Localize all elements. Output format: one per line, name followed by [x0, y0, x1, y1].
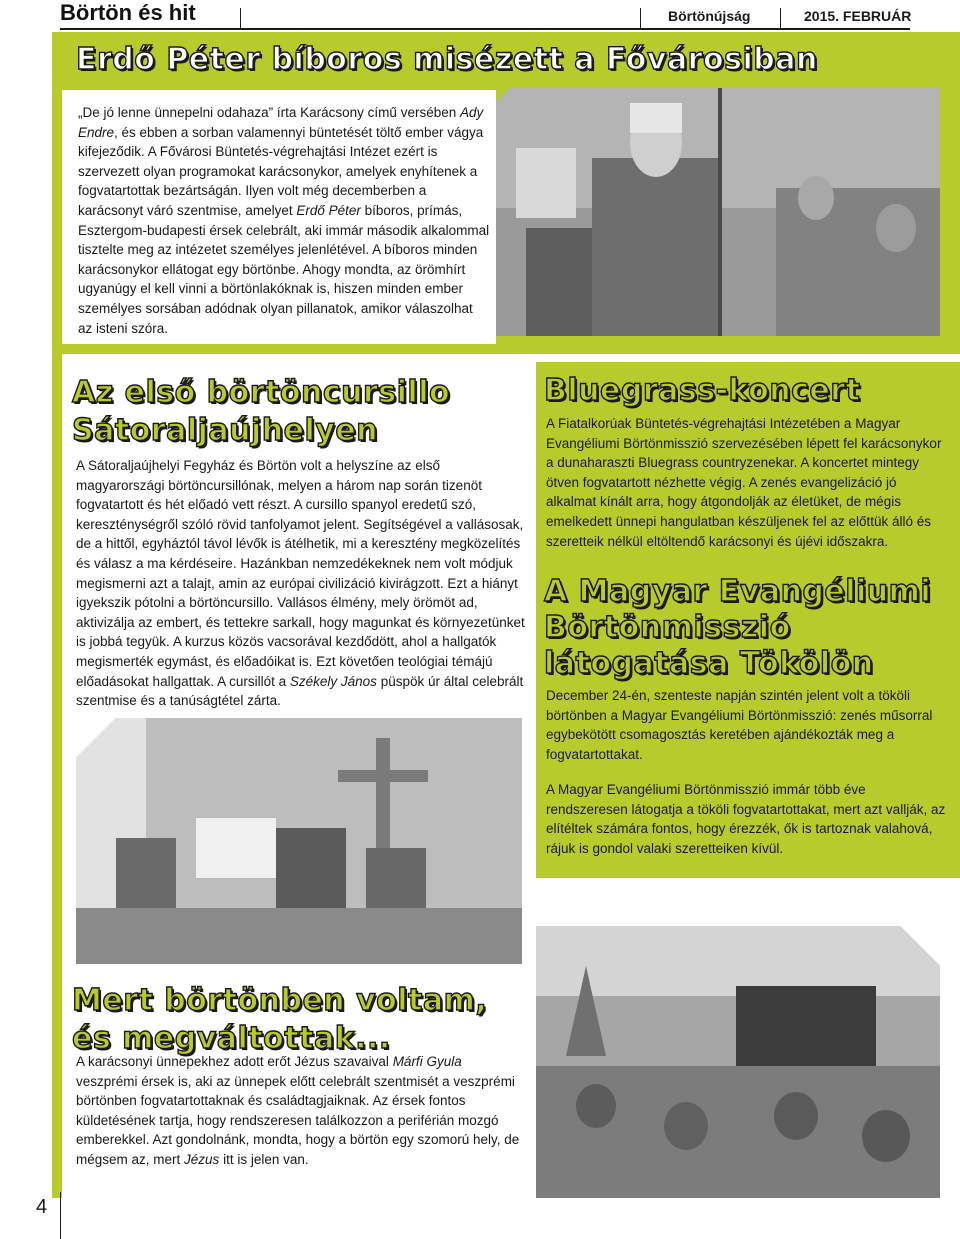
- tokol-body-1: December 24-én, szenteste napján szintén jelent volt a tököli börtönben a Magyar Evangéliumi Börtönmisszió: zenés műsorral egybekötött csomagosztás keretében ajándékozták meg a fogvatartottakat.: [546, 688, 933, 762]
- bluegrass-title: Bluegrass-koncert: [544, 373, 861, 408]
- prison-hall-photo: [536, 926, 940, 1198]
- issue-date: 2015. FEBRUÁR: [804, 8, 912, 24]
- mert-title: Mert börtönben voltam, és megváltottak...: [72, 983, 488, 1056]
- bluegrass-body: A Fiatalkorúak Büntetés-végrehajtási Intézetében a Magyar Evangéliumi Börtönmisszió szervezésében lépett fel karácsonykor a dunaharaszti Bluegrass countryzenekar. A koncertet mintegy ötven fogvatartott nézhette végig. A zenés evangelizáció jó alkalmat kínált arra, hogy átgondolják az életüket, de mégis emelkedett ünnepi hangulatban készüljenek fel az előttük álló és szeretteik nélkül eltöltendő karácsonyi és újévi időszakra.: [546, 416, 942, 549]
- footer-rule: [60, 1192, 61, 1239]
- header-divider: [640, 8, 641, 30]
- cursillo-body: A Sátoraljaújhelyi Fegyház és Börtön volt a helyszíne az első magyarországi börtöncursillónak, melyen a három nap során tizenöt fogvatartott és hét előadó vett részt. A cursillo spanyol eredetű szó, kereszténységről szóló rövid tanfolyamot jelent. Segítségével a vallásosak, de a hittől, egyháztól távol lévők is átélhetik, mi a keresztény megközelítés és válasz a ma kérdéseire. Hazánkban nemzedékeknek nem volt módjuk megismerni azt a talajt, amin az európai civilizáció kivirágzott. Ezt a hiányt igyekszik pótolni a börtöncursillo. Vallásos élmény, mely örömöt ad, aktivizálja az embert, és tettekre sarkall, hogy magunkat és környezetünket is jobbá tegyük. A kurzus közös vacsorával kezdődött, ahol a hallgatók megismerték egymást, és előadóikat is. Ezt követően teológiai témájú előadásokat hallgattak. A cursillót a Székely János püspök úr által celebrált szentmise és a tanúságtétel zárta.: [76, 458, 525, 709]
- publication-name: Börtönújság: [668, 8, 751, 24]
- header-divider: [240, 8, 241, 30]
- tokol-body-2: A Magyar Evangéliumi Börtönmisszió immár több éve rendszeresen látogatja a tököli fogvatartottakat, mert azt vallják, az elítéltek számára fontos, hogy érezzék, ők is tartoznak valahová, rájuk is gondol valaki szeretteiken kívül.: [546, 782, 946, 856]
- page-number: 4: [36, 1196, 48, 1218]
- page-header: [0, 0, 960, 32]
- header-divider: [780, 8, 781, 30]
- left-accent-strip: [52, 354, 62, 1198]
- chapel-mass-photo: [76, 718, 522, 964]
- main-article-title: Erdő Péter bíboros misézett a Fővárosiban: [76, 42, 818, 77]
- main-article-body: „De jó lenne ünnepelni odahaza” írta Karácsony című versében Ady Endre, és ebben a sorban valamennyi büntetését töltő ember vágya kifejeződik. A Fővárosi Büntetés-végrehajtási Intézet ezért is szervezett olyan programokat karácsonykor, amelyek enyhítenek a fogvatartottak bezártságán. Ilyen volt még decemberben a karácsonyt váró szentmise, amelyet Erdő Péter bíboros, prímás, Esztergom-budapesti érsek celebrált, aki immár második alkalommal tisztelte meg az intézetet személyes jelenlétével. A bíboros minden karácsonykor ellátogat egy börtönbe. Ahogy mondta, az örömhírt ugyanúgy el kell vinni a börtönlakóknak is, hiszen minden ember személyes sorsában adódnak olyan pillanatok, amikor válaszolhat az isteni szóra.: [78, 105, 490, 336]
- tokol-title: A Magyar Evangéliumi Börtönmisszió látogatása Tökölön: [544, 574, 932, 681]
- cursillo-title: Az első börtöncursillo Sátoraljaújhelyen: [72, 375, 451, 448]
- cardinal-mass-photo: [496, 88, 940, 336]
- mert-body: A karácsonyi ünnepekhez adott erőt Jézus szavaival Márfi Gyula veszprémi érsek is, aki az ünnepek előtt celebrált szentmisét a veszprémi börtönben fogvatartottaknak és családtagjaiknak. Az érsek fontos küldetésének tartja, hogy rendszeresen találkozzon a periférián mozgó emberekkel. Azt gondolnánk, mondta, hogy a börtön egy szomorú hely, de mégsem az, mert Jézus itt is jelen van.: [76, 1054, 520, 1167]
- header-rule: [60, 28, 910, 30]
- section-title: Börtön és hit: [60, 0, 196, 25]
